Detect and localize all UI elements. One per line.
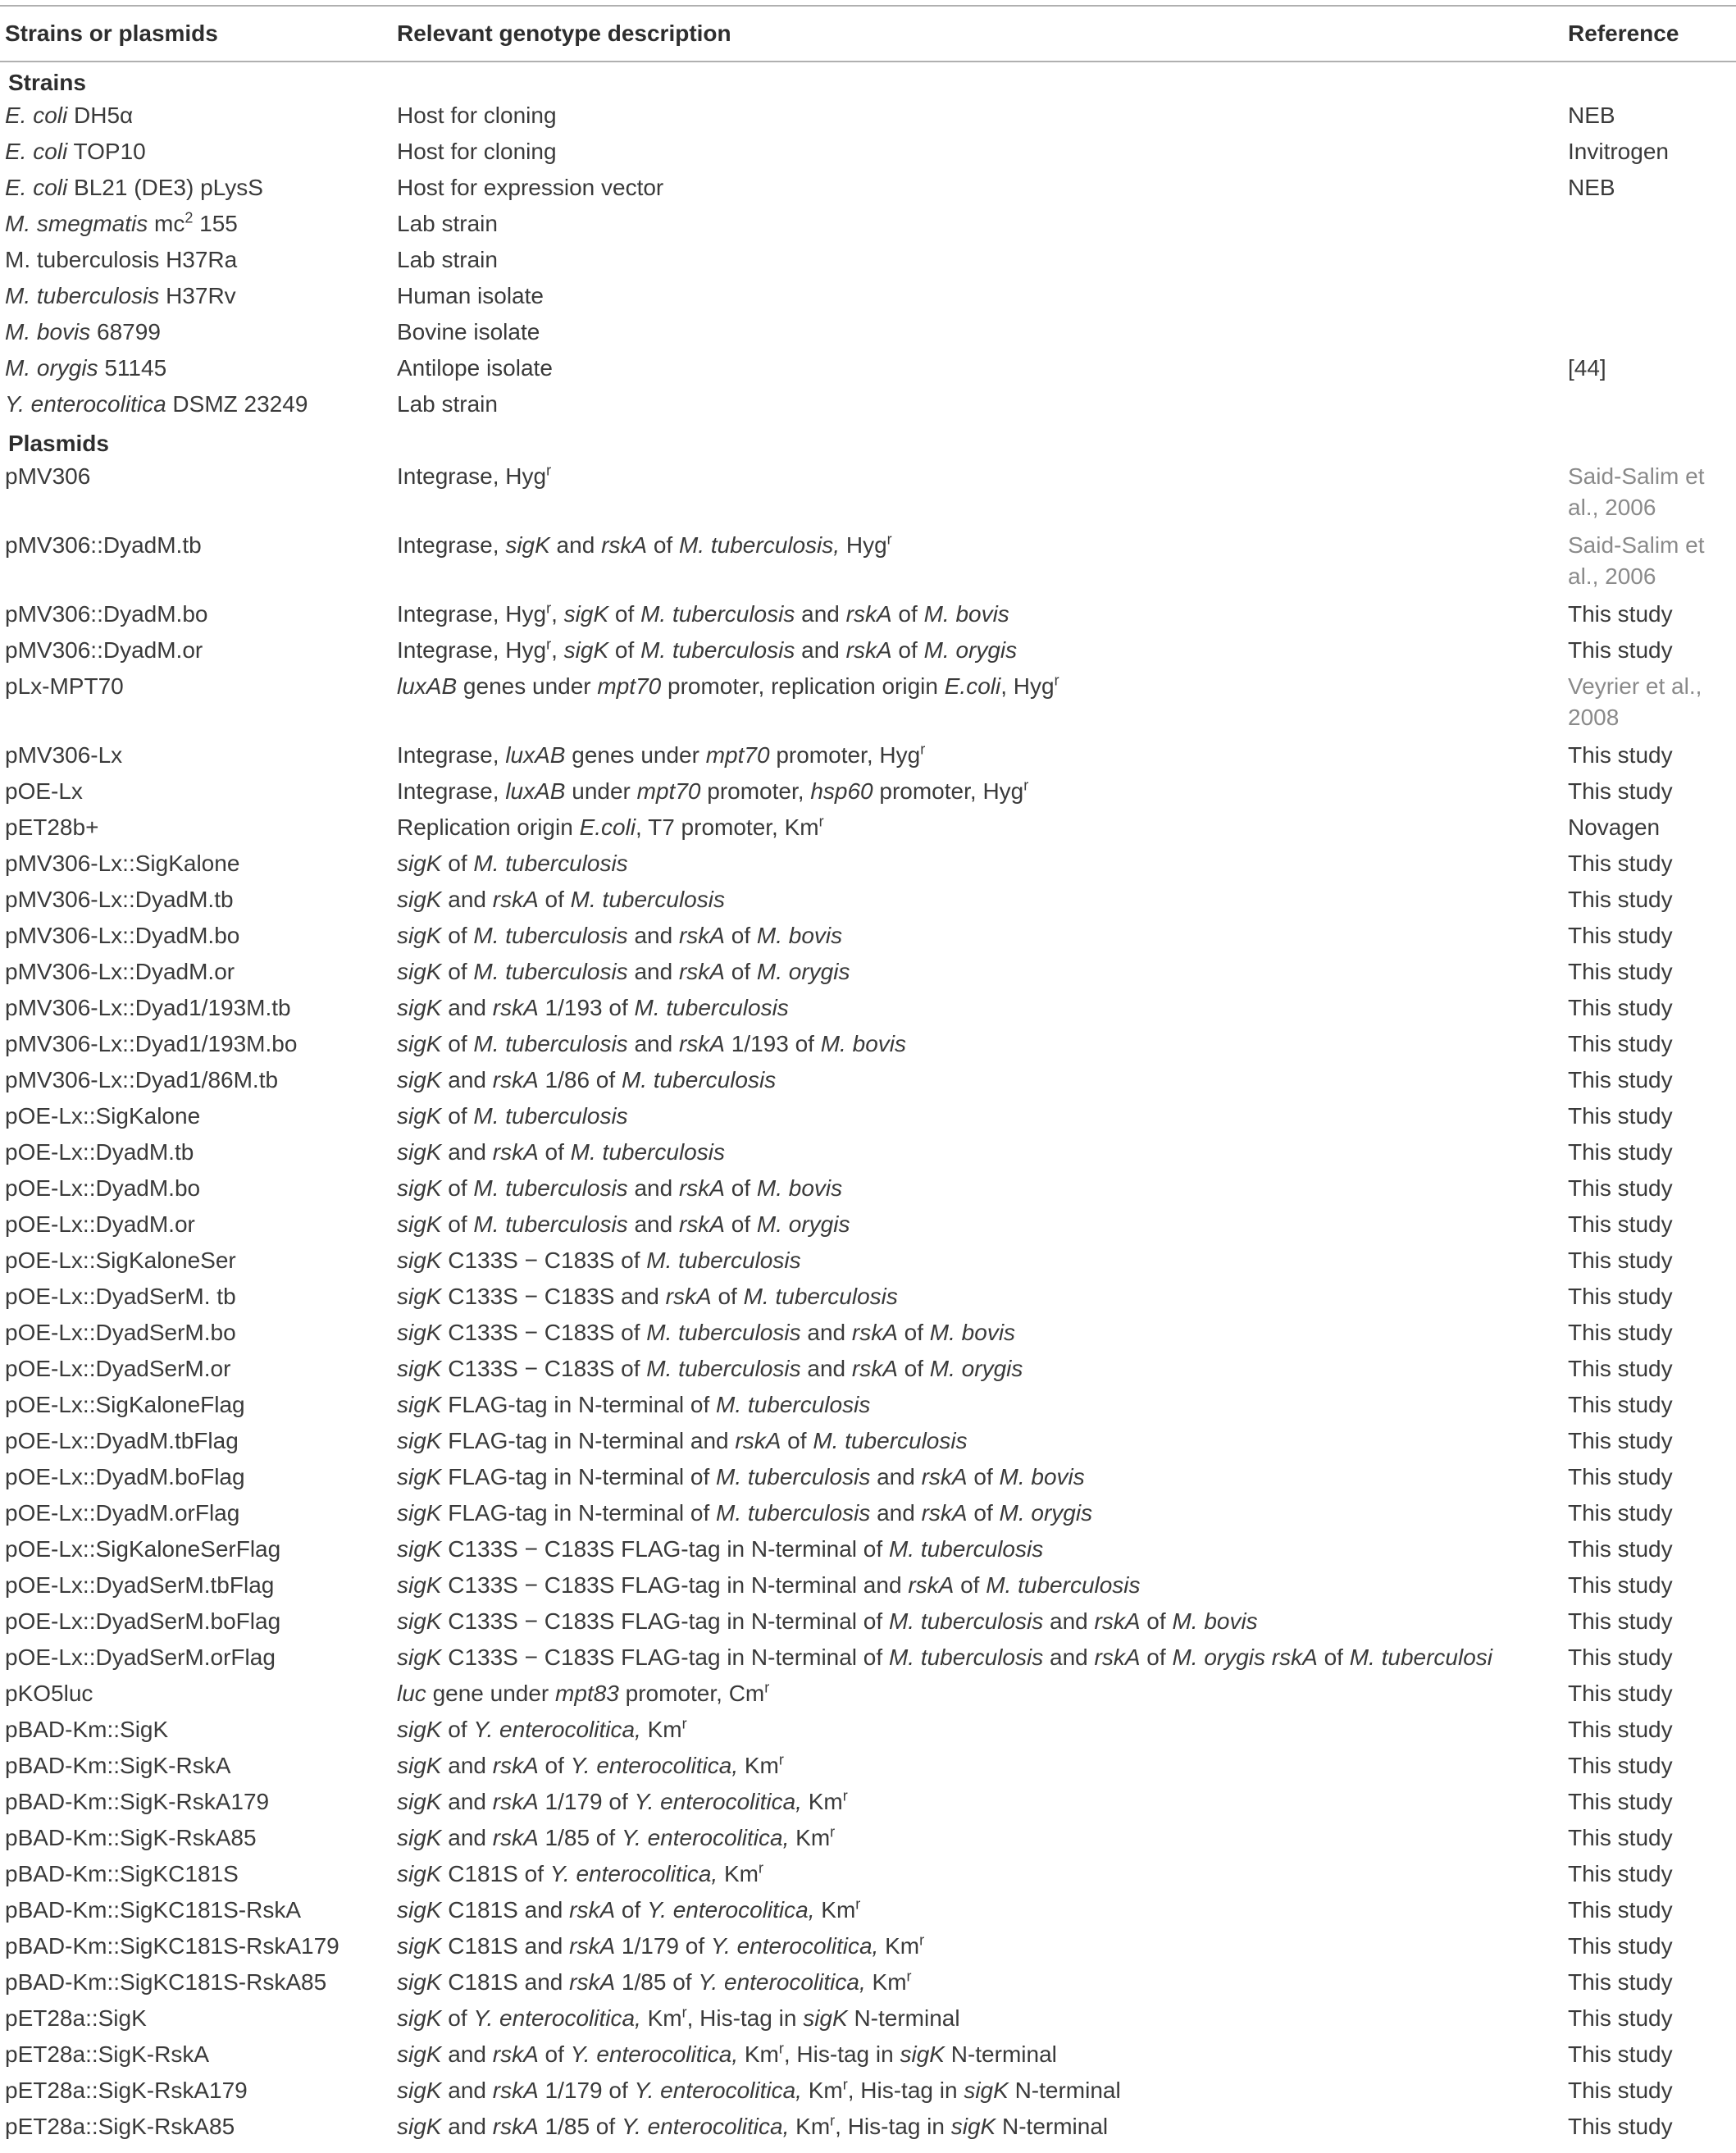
cell-description: sigK of M. tuberculosis: [397, 851, 628, 876]
table-row: [0, 1640, 1736, 1676]
table-row: [0, 1929, 1736, 1965]
cell-name: pMV306-Lx::Dyad1/193M.bo: [5, 1031, 298, 1056]
cell-name: pOE-Lx::DyadSerM.boFlag: [5, 1608, 281, 1634]
cell-reference: Veyrier et al., 2008: [1568, 673, 1702, 730]
cell-description: sigK C181S and rskA of Y. enterocolitica, Km$^r$: [397, 1895, 861, 1923]
table-row: [0, 1496, 1736, 1532]
table-row: [0, 243, 1736, 279]
cell-reference: This study: [1568, 1825, 1673, 1850]
table-row: [0, 669, 1736, 738]
cell-name: pOE-Lx::SigKaloneSerFlag: [5, 1536, 281, 1562]
cell-reference: This study: [1568, 1608, 1673, 1634]
cell-name: pOE-Lx::SigKalone: [5, 1103, 201, 1129]
cell-reference: Invitrogen: [1568, 139, 1669, 164]
cell-name: pBAD-Km::SigKC181S-RskA85: [5, 1969, 327, 1995]
cell-reference: This study: [1568, 2114, 1673, 2139]
header-genotype-description: Relevant genotype description: [397, 21, 731, 46]
cell-name: pKO5luc: [5, 1681, 93, 1706]
cell-name: pOE-Lx::SigKaloneFlag: [5, 1392, 245, 1417]
cell-description: Integrase, Hyg$^r$, sigK of M. tuberculosis and rskA of M. bovis: [397, 600, 1009, 627]
cell-name: M. tuberculosis H37Rv: [5, 283, 236, 308]
cell-description: Integrase, Hyg$^r$: [397, 462, 552, 489]
table-row: [0, 1171, 1736, 1207]
table-row: [0, 1713, 1736, 1749]
table-row: [0, 1568, 1736, 1604]
cell-reference: This study: [1568, 959, 1673, 984]
cell-description: Lab strain: [397, 211, 498, 236]
cell-name: pBAD-Km::SigK-RskA: [5, 1753, 231, 1778]
cell-reference: This study: [1568, 1861, 1673, 1886]
cell-description: sigK C133S − C183S of M. tuberculosis: [397, 1248, 801, 1273]
cell-reference: [44]: [1568, 355, 1606, 381]
cell-description: sigK of M. tuberculosis and rskA of M. orygis: [397, 959, 850, 984]
table-row: [0, 1460, 1736, 1496]
cell-description: sigK C181S and rskA 1/85 of Y. enterocolitica, Km$^r$: [397, 1968, 912, 1995]
cell-description: sigK of Y. enterocolitica, Km$^r$, His-tag in sigK N-terminal: [397, 2004, 960, 2031]
cell-reference: This study: [1568, 1717, 1673, 1742]
cell-description: sigK C133S − C183S of M. tuberculosis and rskA of M. orygis: [397, 1356, 1023, 1381]
table-row: [0, 597, 1736, 633]
cell-name: M. tuberculosis H37Ra: [5, 247, 238, 272]
cell-reference: This study: [1568, 1464, 1673, 1489]
cell-description: Integrase, luxAB under mpt70 promoter, hsp60 promoter, Hyg$^r$: [397, 777, 1029, 804]
cell-description: Replication origin E.coli, T7 promoter, Km$^r$: [397, 813, 824, 840]
table-row: [0, 2110, 1736, 2146]
table-row: [0, 846, 1736, 883]
table-row: [0, 171, 1736, 207]
cell-reference: This study: [1568, 1031, 1673, 1056]
cell-description: sigK of M. tuberculosis and rskA of M. orygis: [397, 1211, 850, 1237]
cell-name: pOE-Lx::DyadSerM. tb: [5, 1284, 236, 1309]
table-row: [0, 2037, 1736, 2073]
cell-name: pBAD-Km::SigKC181S-RskA: [5, 1897, 302, 1923]
table-row: [0, 810, 1736, 846]
cell-reference: This study: [1568, 2005, 1673, 2031]
cell-reference: This study: [1568, 995, 1673, 1020]
table-row: [0, 1424, 1736, 1460]
cell-name: pMV306-Lx::Dyad1/86M.tb: [5, 1067, 279, 1092]
cell-description: sigK C133S − C183S FLAG-tag in N-terminal and rskA of M. tuberculosis: [397, 1572, 1141, 1598]
cell-reference: This study: [1568, 1536, 1673, 1562]
cell-description: Host for cloning: [397, 103, 557, 128]
cell-name: E. coli TOP10: [5, 139, 146, 164]
cell-name: pOE-Lx::DyadSerM.tbFlag: [5, 1572, 275, 1598]
cell-name: pOE-Lx::DyadM.bo: [5, 1175, 201, 1201]
cell-description: sigK and rskA of M. tuberculosis: [397, 1139, 725, 1165]
cell-description: sigK FLAG-tag in N-terminal of M. tuberculosis and rskA of M. orygis: [397, 1500, 1093, 1526]
table-row: [0, 207, 1736, 243]
cell-name: pOE-Lx::DyadM.tb: [5, 1139, 194, 1165]
cell-reference: This study: [1568, 1644, 1673, 1670]
cell-description: sigK and rskA of Y. enterocolitica, Km$^r$, His-tag in sigK N-terminal: [397, 2040, 1057, 2067]
cell-reference: This study: [1568, 742, 1673, 768]
table-row: [0, 991, 1736, 1027]
header-strains-or-plasmids: Strains or plasmids: [5, 21, 218, 46]
cell-reference: This study: [1568, 887, 1673, 912]
table-row: [0, 1207, 1736, 1243]
cell-name: pOE-Lx: [5, 778, 83, 804]
cell-description: Bovine isolate: [397, 319, 540, 344]
cell-name: M. orygis 51145: [5, 355, 167, 381]
cell-name: pET28a::SigK: [5, 2005, 147, 2031]
cell-description: Integrase, luxAB genes under mpt70 promoter, Hyg$^r$: [397, 741, 926, 768]
cell-reference: Said-Salim et al., 2006: [1568, 532, 1705, 589]
table-row: [0, 351, 1736, 387]
cell-reference: Said-Salim et al., 2006: [1568, 463, 1705, 520]
cell-name: pOE-Lx::DyadSerM.bo: [5, 1320, 236, 1345]
cell-name: M. bovis 68799: [5, 319, 161, 344]
section-heading: Strains: [8, 70, 86, 95]
section-heading: Plasmids: [8, 431, 109, 456]
cell-description: sigK of M. tuberculosis and rskA of M. bovis: [397, 1175, 843, 1201]
cell-description: luxAB genes under mpt70 promoter, replication origin E.coli, Hyg$^r$: [397, 672, 1059, 699]
cell-reference: This study: [1568, 1211, 1673, 1237]
cell-name: pOE-Lx::DyadSerM.or: [5, 1356, 231, 1381]
cell-reference: This study: [1568, 1284, 1673, 1309]
cell-reference: This study: [1568, 1248, 1673, 1273]
cell-description: luc gene under mpt83 promoter, Cm$^r$: [397, 1679, 770, 1706]
table-row: [0, 1965, 1736, 2001]
cell-reference: This study: [1568, 851, 1673, 876]
table-row: [0, 633, 1736, 669]
cell-name: E. coli BL21 (DE3) pLysS: [5, 175, 263, 200]
cell-description: sigK of M. tuberculosis: [397, 1103, 628, 1129]
cell-name: pOE-Lx::DyadM.tbFlag: [5, 1428, 239, 1453]
cell-description: sigK of Y. enterocolitica, Km$^r$: [397, 1715, 687, 1742]
table-row: [0, 1063, 1736, 1099]
cell-description: sigK of M. tuberculosis and rskA of M. bovis: [397, 923, 843, 948]
table-row: [0, 135, 1736, 171]
cell-description: sigK C181S and rskA 1/179 of Y. enterocolitica, Km$^r$: [397, 1932, 925, 1959]
cell-reference: This study: [1568, 1789, 1673, 1814]
table-row: [0, 1099, 1736, 1135]
cell-description: sigK and rskA 1/85 of Y. enterocolitica, Km$^r$: [397, 1823, 836, 1850]
cell-description: Host for expression vector: [397, 175, 664, 200]
table-row: [0, 1785, 1736, 1821]
cell-reference: This study: [1568, 637, 1673, 663]
cell-name: pMV306::DyadM.bo: [5, 601, 208, 627]
cell-name: M. smegmatis $mc^2$ 155: [5, 209, 238, 236]
cell-name: pET28a::SigK-RskA85: [5, 2114, 235, 2139]
cell-reference: This study: [1568, 1933, 1673, 1959]
cell-name: pMV306::DyadM.or: [5, 637, 203, 663]
table-row: [0, 279, 1736, 315]
cell-description: sigK C133S − C183S FLAG-tag in N-terminal of M. tuberculosis and rskA of M. bovis: [397, 1608, 1258, 1634]
cell-description: sigK and rskA 1/179 of Y. enterocolitica, Km$^r$: [397, 1787, 848, 1814]
cell-reference: This study: [1568, 601, 1673, 627]
cell-name: pOE-Lx::DyadM.or: [5, 1211, 195, 1237]
table-row: [0, 528, 1736, 597]
strains-plasmids-table: [0, 5, 1736, 2146]
table-row: [0, 1135, 1736, 1171]
cell-reference: This study: [1568, 1067, 1673, 1092]
cell-name: pBAD-Km::SigK-RskA179: [5, 1789, 270, 1814]
cell-reference: This study: [1568, 1428, 1673, 1453]
cell-name: Y. enterocolitica DSMZ 23249: [5, 391, 308, 417]
cell-name: pBAD-Km::SigK: [5, 1717, 169, 1742]
cell-description: Human isolate: [397, 283, 544, 308]
table-row: [0, 1316, 1736, 1352]
cell-name: pMV306::DyadM.tb: [5, 532, 202, 558]
cell-name: pBAD-Km::SigKC181S: [5, 1861, 239, 1886]
cell-reference: NEB: [1568, 175, 1615, 200]
table-row: [0, 2073, 1736, 2110]
cell-name: pMV306-Lx::Dyad1/193M.tb: [5, 995, 291, 1020]
table-row: [0, 1243, 1736, 1279]
cell-reference: This study: [1568, 923, 1673, 948]
table-row: [0, 955, 1736, 991]
cell-description: sigK and rskA 1/193 of M. tuberculosis: [397, 995, 789, 1020]
cell-reference: This study: [1568, 1572, 1673, 1598]
cell-name: pMV306: [5, 463, 91, 489]
cell-description: Integrase, sigK and rskA of M. tuberculosis, Hyg$^r$: [397, 531, 892, 558]
cell-reference: This study: [1568, 2078, 1673, 2103]
cell-description: sigK and rskA of M. tuberculosis: [397, 887, 725, 912]
cell-reference: This study: [1568, 1753, 1673, 1778]
cell-description: Integrase, Hyg$^r$, sigK of M. tuberculosis and rskA of M. orygis: [397, 636, 1018, 663]
cell-name: pMV306-Lx::DyadM.or: [5, 959, 235, 984]
cell-name: pMV306-Lx::SigKalone: [5, 851, 240, 876]
cell-name: pET28a::SigK-RskA179: [5, 2078, 248, 2103]
cell-description: sigK C181S of Y. enterocolitica, Km$^r$: [397, 1859, 763, 1886]
table-row: [0, 2001, 1736, 2037]
cell-description: sigK and rskA 1/179 of Y. enterocolitica, Km$^r$, His-tag in sigK N-terminal: [397, 2076, 1121, 2103]
cell-name: pOE-Lx::DyadM.orFlag: [5, 1500, 240, 1526]
table-row: [0, 919, 1736, 955]
cell-description: sigK and rskA 1/86 of M. tuberculosis: [397, 1067, 777, 1092]
table-row: [0, 1532, 1736, 1568]
cell-description: sigK FLAG-tag in N-terminal of M. tuberculosis and rskA of M. bovis: [397, 1464, 1085, 1489]
cell-reference: This study: [1568, 1320, 1673, 1345]
table-row: [0, 1027, 1736, 1063]
table-row: [0, 98, 1736, 135]
cell-name: pMV306-Lx::DyadM.bo: [5, 923, 240, 948]
table-row: [0, 315, 1736, 351]
cell-description: sigK of M. tuberculosis and rskA 1/193 of M. bovis: [397, 1031, 906, 1056]
table-row: [0, 1279, 1736, 1316]
cell-description: Lab strain: [397, 391, 498, 417]
table-row: [0, 883, 1736, 919]
cell-reference: Novagen: [1568, 814, 1661, 840]
header-reference: Reference: [1568, 21, 1679, 46]
cell-reference: This study: [1568, 1103, 1673, 1129]
cell-name: pOE-Lx::SigKaloneSer: [5, 1248, 236, 1273]
cell-name: pBAD-Km::SigKC181S-RskA179: [5, 1933, 339, 1959]
table-row: [0, 1857, 1736, 1893]
cell-description: sigK C133S − C183S FLAG-tag in N-terminal of M. tuberculosis: [397, 1536, 1044, 1562]
cell-name: pOE-Lx::DyadSerM.orFlag: [5, 1644, 276, 1670]
table-row: [0, 1352, 1736, 1388]
cell-name: pMV306-Lx::DyadM.tb: [5, 887, 234, 912]
table-body: [0, 62, 1736, 2146]
cell-reference: This study: [1568, 1969, 1673, 1995]
cell-name: pLx-MPT70: [5, 673, 124, 699]
table-row: [0, 1676, 1736, 1713]
cell-description: sigK C133S − C183S of M. tuberculosis and rskA of M. bovis: [397, 1320, 1016, 1345]
cell-description: Host for cloning: [397, 139, 557, 164]
cell-name: pET28a::SigK-RskA: [5, 2041, 209, 2067]
table-row: [0, 387, 1736, 423]
table-row: [0, 1388, 1736, 1424]
cell-reference: This study: [1568, 1356, 1673, 1381]
cell-name: pET28b+: [5, 814, 99, 840]
cell-reference: This study: [1568, 1139, 1673, 1165]
cell-name: pBAD-Km::SigK-RskA85: [5, 1825, 257, 1850]
cell-reference: This study: [1568, 2041, 1673, 2067]
cell-description: sigK C133S − C183S and rskA of M. tuberculosis: [397, 1284, 898, 1309]
cell-reference: This study: [1568, 778, 1673, 804]
cell-reference: This study: [1568, 1392, 1673, 1417]
table-row: [0, 1749, 1736, 1785]
cell-description: sigK C133S − C183S FLAG-tag in N-terminal of M. tuberculosis and rskA of M. orygis rskA of M. tuberculosi: [397, 1644, 1493, 1670]
table-row: [0, 459, 1736, 528]
cell-reference: This study: [1568, 1175, 1673, 1201]
cell-name: E. coli DH5α: [5, 103, 134, 128]
cell-description: sigK FLAG-tag in N-terminal of M. tuberculosis: [397, 1392, 871, 1417]
table-header: [0, 7, 1736, 62]
cell-reference: This study: [1568, 1681, 1673, 1706]
cell-name: pMV306-Lx: [5, 742, 123, 768]
cell-description: sigK and rskA of Y. enterocolitica, Km$^r$: [397, 1751, 784, 1778]
table-row: [0, 1893, 1736, 1929]
cell-name: pOE-Lx::DyadM.boFlag: [5, 1464, 245, 1489]
cell-reference: This study: [1568, 1500, 1673, 1526]
table-row: [0, 738, 1736, 774]
cell-description: Lab strain: [397, 247, 498, 272]
cell-description: sigK and rskA 1/85 of Y. enterocolitica, Km$^r$, His-tag in sigK N-terminal: [397, 2112, 1109, 2139]
table-row: [0, 774, 1736, 810]
table-row: [0, 1821, 1736, 1857]
cell-reference: This study: [1568, 1897, 1673, 1923]
cell-reference: NEB: [1568, 103, 1615, 128]
table-row: [0, 1604, 1736, 1640]
cell-description: Antilope isolate: [397, 355, 553, 381]
cell-description: sigK FLAG-tag in N-terminal and rskA of M. tuberculosis: [397, 1428, 968, 1453]
